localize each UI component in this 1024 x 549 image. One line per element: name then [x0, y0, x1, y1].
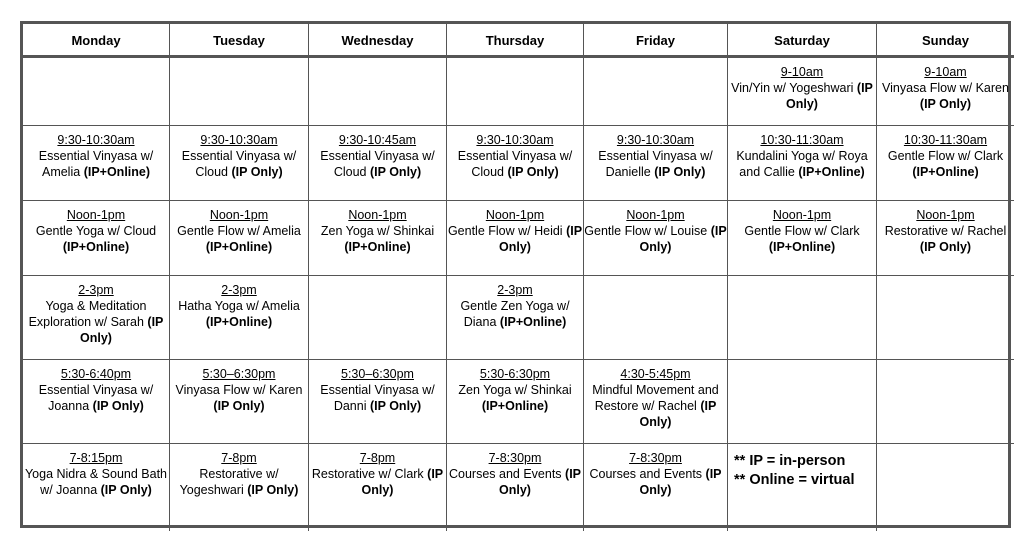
class-time: 10:30-11:30am [760, 133, 844, 147]
empty-cell [728, 360, 877, 444]
empty-cell [584, 276, 728, 360]
header-saturday: Saturday [728, 24, 877, 58]
class-description: Restorative w/ Yogeshwari [179, 467, 279, 497]
class-description: Zen Yoga w/ Shinkai [320, 224, 435, 238]
attendance-mode: (IP Only) [919, 97, 972, 111]
class-time: Noon-1pm [626, 208, 685, 222]
class-time: 2-3pm [78, 283, 114, 297]
header-tuesday: Tuesday [170, 24, 309, 58]
class-description: Vinyasa Flow w/ Karen [882, 81, 1009, 95]
attendance-mode: (IP+Online) [205, 240, 273, 254]
empty-cell [309, 58, 447, 126]
class-time: 2-3pm [221, 283, 257, 297]
class-cell [23, 276, 170, 360]
class-time: 5:30-6:30pm [479, 367, 551, 381]
class-time: 4:30-5:45pm [620, 367, 691, 381]
class-description: Courses and Events [589, 467, 703, 481]
empty-cell [23, 58, 170, 126]
class-description: Essential Vinyasa w/ Cloud [320, 149, 435, 179]
class-description: Gentle Yoga w/ Cloud [35, 224, 157, 238]
attendance-mode: (IP Only) [919, 240, 972, 254]
class-cell [728, 201, 877, 276]
legend-note [728, 444, 877, 531]
class-time: 7-8:15pm [69, 451, 123, 465]
attendance-mode: (IP Only) [639, 467, 722, 497]
class-time: Noon-1pm [772, 208, 832, 222]
attendance-mode: (IP Only) [100, 483, 152, 497]
class-description: Vinyasa Flow w/ Karen [175, 383, 303, 397]
class-description: Gentle Flow w/ Louise [584, 224, 708, 238]
class-description: Vin/Yin w/ Yogeshwari [731, 81, 854, 95]
class-cell [447, 201, 584, 276]
attendance-mode: (IP Only) [213, 399, 265, 413]
class-description: Kundalini Yoga w/ Roya and Callie [736, 149, 868, 179]
class-description: Mindful Movement and Restore w/ Rachel [592, 383, 719, 413]
class-time: 2-3pm [497, 283, 533, 297]
class-description: Restorative w/ Clark [311, 467, 424, 481]
empty-cell [728, 276, 877, 360]
attendance-mode: (IP+Online) [62, 240, 130, 254]
attendance-mode: (IP Only) [361, 467, 444, 497]
attendance-mode: (IP Only) [654, 165, 706, 179]
attendance-mode: (IP+Online) [481, 399, 549, 413]
class-time: 9:30-10:30am [616, 133, 695, 147]
class-description: Yoga & Meditation Exploration w/ Sarah [28, 299, 147, 329]
class-description: Gentle Flow w/ Clark [744, 224, 860, 238]
class-time: 9-10am [780, 65, 824, 79]
class-cell [170, 444, 309, 531]
class-description: Hatha Yoga w/ Amelia [178, 299, 300, 313]
header-thursday: Thursday [447, 24, 584, 58]
attendance-mode: (IP Only) [369, 399, 422, 413]
class-time: 5:30-6:40pm [60, 367, 132, 381]
class-cell [309, 444, 447, 531]
empty-cell [170, 58, 309, 126]
attendance-mode: (IP Only) [639, 224, 727, 254]
empty-cell [877, 360, 1014, 444]
header-friday: Friday [584, 24, 728, 58]
class-description: Essential Vinyasa w/ Danni [320, 383, 435, 413]
class-time: Noon-1pm [66, 208, 126, 222]
class-time: 7-8:30pm [629, 451, 682, 465]
header-monday: Monday [23, 24, 170, 58]
class-time: 10:30-11:30am [903, 133, 988, 147]
empty-cell [584, 58, 728, 126]
empty-cell [877, 444, 1014, 531]
class-description: Essential Vinyasa w/ Amelia [38, 149, 154, 179]
class-cell [877, 126, 1014, 201]
class-description: Essential Vinyasa w/ Joanna [38, 383, 154, 413]
class-time: Noon-1pm [916, 208, 975, 222]
empty-cell [309, 276, 447, 360]
class-time: 9:30-10:30am [476, 133, 554, 147]
class-cell [877, 201, 1014, 276]
class-cell [584, 360, 728, 444]
class-time: 5:30–6:30pm [341, 367, 414, 381]
class-description: Essential Vinyasa w/ Danielle [598, 149, 713, 179]
class-description: Gentle Zen Yoga w/ Diana [460, 299, 570, 329]
class-time: 9:30-10:45am [338, 133, 417, 147]
class-cell [447, 444, 584, 531]
class-time: 7-8pm [359, 451, 396, 465]
attendance-mode: (IP Only) [507, 165, 559, 179]
class-description: Gentle Flow w/ Amelia [177, 224, 301, 238]
attendance-mode: (IP+Online) [912, 165, 979, 179]
class-time: 9-10am [924, 65, 967, 79]
class-cell [23, 201, 170, 276]
class-cell [23, 360, 170, 444]
attendance-mode: (IP Only) [499, 224, 583, 254]
class-cell [584, 444, 728, 531]
class-description: Essential Vinyasa w/ Cloud [457, 149, 573, 179]
class-time: Noon-1pm [348, 208, 407, 222]
class-description: Gentle Flow w/ Heidi [447, 224, 563, 238]
legend-line: ** IP = in-person [734, 453, 846, 469]
attendance-mode: (IP Only) [369, 165, 422, 179]
class-cell [170, 360, 309, 444]
class-cell [309, 126, 447, 201]
class-cell [877, 58, 1014, 126]
class-cell [447, 276, 584, 360]
class-description: Courses and Events [448, 467, 562, 481]
attendance-mode: (IP+Online) [499, 315, 567, 329]
class-description: Zen Yoga w/ Shinkai [458, 383, 572, 397]
class-cell [170, 276, 309, 360]
class-cell [309, 360, 447, 444]
attendance-mode: (IP Only) [786, 81, 873, 111]
class-cell [23, 126, 170, 201]
attendance-mode: (IP Only) [639, 399, 717, 429]
class-description: Essential Vinyasa w/ Cloud [181, 149, 297, 179]
attendance-mode: (IP Only) [499, 467, 582, 497]
legend-line: ** Online = virtual [734, 472, 855, 488]
attendance-mode: (IP Only) [92, 399, 144, 413]
class-cell [584, 201, 728, 276]
attendance-mode: (IP+Online) [768, 240, 836, 254]
attendance-mode: (IP Only) [231, 165, 283, 179]
class-time: 9:30-10:30am [57, 133, 135, 147]
class-cell [23, 444, 170, 531]
class-time: 7-8pm [221, 451, 257, 465]
attendance-mode: (IP+Online) [798, 165, 865, 179]
class-cell [309, 201, 447, 276]
class-description: Yoga Nidra & Sound Bath w/ Joanna [24, 467, 167, 497]
header-sunday: Sunday [877, 24, 1014, 58]
class-time: Noon-1pm [485, 208, 545, 222]
class-schedule-table [20, 21, 1011, 528]
class-description: Restorative w/ Rachel [884, 224, 1007, 238]
class-cell [170, 126, 309, 201]
attendance-mode: (IP Only) [247, 483, 299, 497]
class-time: Noon-1pm [209, 208, 269, 222]
header-wednesday: Wednesday [309, 24, 447, 58]
class-cell [584, 126, 728, 201]
attendance-mode: (IP Only) [80, 315, 164, 345]
empty-cell [447, 58, 584, 126]
class-time: 9:30-10:30am [200, 133, 278, 147]
class-cell [728, 58, 877, 126]
attendance-mode: (IP+Online) [83, 165, 151, 179]
class-cell [447, 360, 584, 444]
class-cell [447, 126, 584, 201]
class-cell [728, 126, 877, 201]
class-cell [170, 201, 309, 276]
attendance-mode: (IP+Online) [205, 315, 273, 329]
empty-cell [877, 276, 1014, 360]
class-time: 7-8:30pm [488, 451, 542, 465]
class-description: Gentle Flow w/ Clark [887, 149, 1004, 163]
attendance-mode: (IP+Online) [344, 240, 411, 254]
class-time: 5:30–6:30pm [202, 367, 276, 381]
